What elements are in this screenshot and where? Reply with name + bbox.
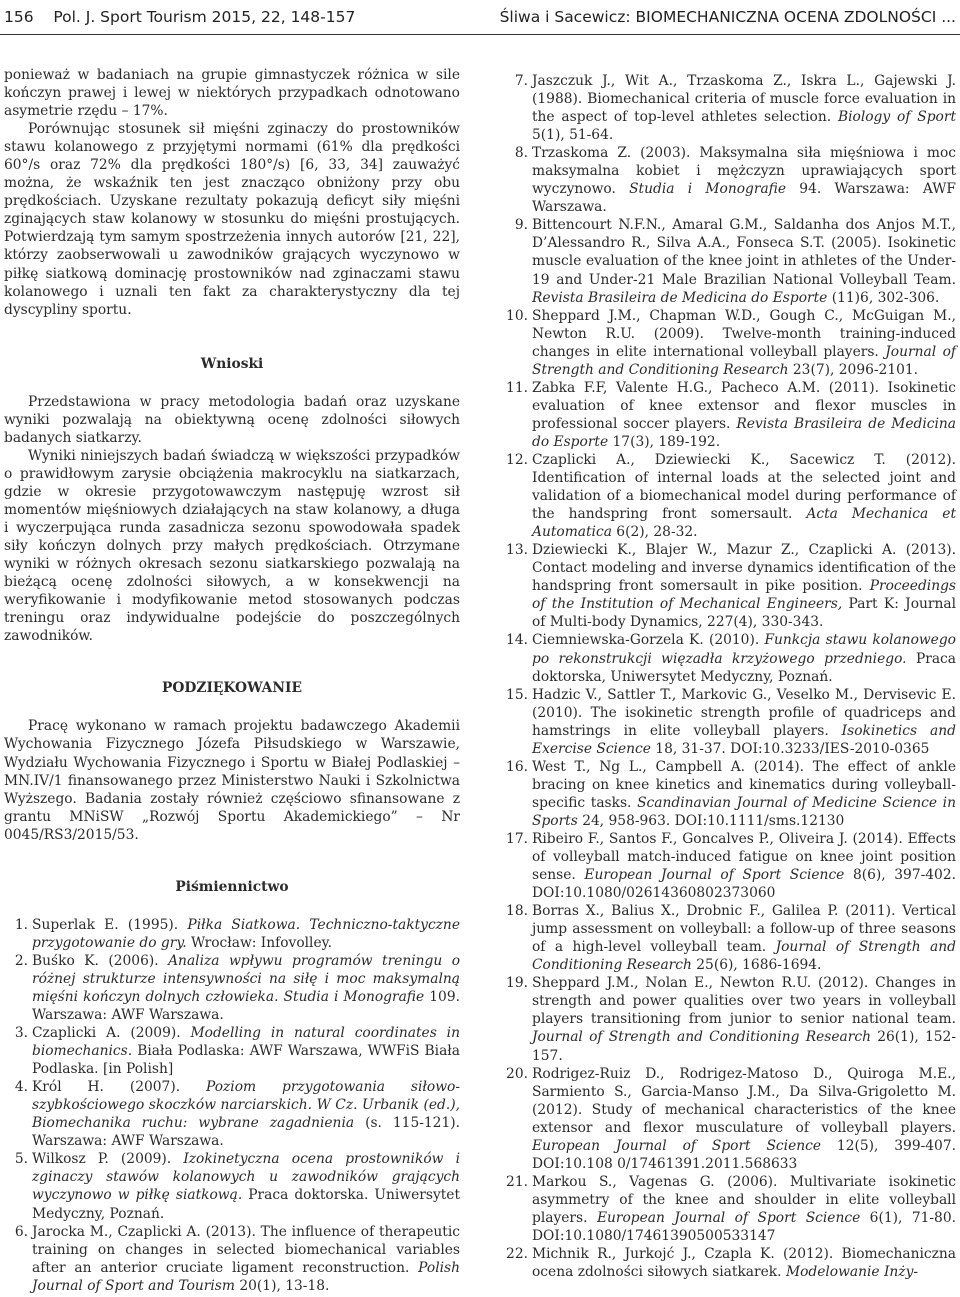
reference-item [504,758,956,830]
reference-rest: 17(3), 189-192. [608,433,721,450]
reference-title: Modelling in natural coordinates in biomechanics. [32,1025,460,1060]
reference-item [4,1223,460,1295]
reference-rest: 24, 958-963. DOI:10.1111/sms.12130 [577,812,845,829]
reference-title: Isokinetics and Exercise Science [532,722,956,757]
reference-title: Funkcja stawu kolanowego po rekonstrukcji więzadła krzyżowego przedniego. [532,632,956,667]
running-title: Śliwa i Sacewicz: BIOMECHANICZNA OCENA ZDOLNOŚCI ... [499,8,956,26]
reference-authors: Superlak E. (1995). [32,916,188,933]
reference-authors: Zabka F.F, Valente H.G., Pacheco A.M. (2011). Isokinetic evaluation of knee extensor and flexor muscles in professional soccer players. [532,379,956,432]
reference-title: Biology of Sport [837,109,956,126]
reference-item [504,1173,956,1245]
reference-title: Revista Brasileira de Medicina do Esporte [532,415,956,450]
reference-number: 17. [506,830,528,847]
reference-item [4,1078,460,1150]
reference-item [504,216,956,306]
reference-authors: Wilkosz P. (2009). [32,1151,184,1168]
reference-number: 16. [506,758,528,775]
reference-item [504,631,956,685]
reference-title: Studia i Monografie [629,181,787,198]
reference-number: 11. [506,379,528,396]
reference-number: 14. [506,632,528,649]
reference-item [504,379,956,451]
paragraph: Porównując stosunek sił mięśni zginaczy do prostowników stawu kolanowego z przyjętymi normami (61% dla prędkości 60°/s oraz 72% dla prędkości 180°/s) [6, 33, 34] zauważyć można, że wskaźnik ten jest znacząco obniżony przy obu prędkościach. Uzyskane rezultaty pokazują deficyt siły mięśni zginających staw kolanowy w stosunku do mięśni prostujących. Potwierdzają tym samym spostrzeżenia innych autorów [21, 22], którzy zaobserwowali u zawodników grających wyczynowo w piłkę siatkową dominację prostowników nad zginaczami stawu kolanowego i uznali ten fakt za charakterystyczny dla tej dyscypliny sportu. [4,121,460,318]
paragraph: Wyniki niniejszych badań świadczą w większości przypadków o prawidłowym zarysie obciążenia makrocyklu na siatkarzach, gdzie w okresie przygotowawczym następuję wzrost sił momentów mięśniowych działających na staw kolanowy, a długa i wyczerpująca runda zasadnicza sezonu spowodowała spadek siły kończyn dolnych przy małych prędkościach. Otrzymane wyniki w różnych okresach sezonu siatkarskiego pozwalają na bieżącą ocenę zdolności siłowych, a w konsekwencji na weryfikowanie i modyfikowanie metod stosowanych podczas treningu oraz indywidualne podejście do poszczególnych zawodników. [4,447,460,645]
reference-number: 4. [14,1079,28,1096]
reference-rest: (s. 115-121). Warszawa: AWF Warszawa. [32,1115,461,1150]
reference-title: European Journal of Sport Science [596,1209,861,1226]
reference-item [504,974,956,1064]
reference-number: 1. [14,916,28,933]
reference-rest: 26(1), 152-157. [532,1029,956,1064]
reference-title: Modelowanie Inży- [785,1264,919,1281]
reference-rest: 25(6), 1686-1694. [691,957,822,974]
reference-item [4,1150,460,1222]
reference-title: Proceedings of the Institution of Mechanical Engineers, [532,578,956,613]
reference-item [4,952,460,1024]
journal-year: 2015 [211,8,252,26]
reference-authors: Bittencourt N.F.N., Amaral G.M., Saldanha dos Anjos M.T., D’Alessandro R., Silva A.A., Fonseca S.T. (2005). Isokinetic muscle evaluation of the knee joint in athletes of the Under- 19 and Under-21 Male Brazilian National Volleyball Team. [532,217,956,288]
reference-number: 7. [514,73,528,89]
reference-number: 15. [506,686,528,703]
reference-authors: Ribeiro F., Santos F., Goncalves P., Oliveira J. (2014). Effects of volleyball match-induced fatigue on knee joint position sense. [532,830,956,884]
section-heading-references: Piśmiennictwo [175,878,289,895]
reference-rest: 18, 31-37. DOI:10.3233/IES-2010-0365 [650,740,930,757]
section-heading-acknowledgements: PODZIĘKOWANIE [162,680,302,697]
reference-rest: 6(1), 71-80. DOI:10.1080/17461390500533147 [532,1209,956,1244]
reference-title: Acta Mechanica et Automatica [532,506,956,541]
reference-authors: Sheppard J.M., Chapman W.D., Gough C., McGuigan M., Newton R.U. (2009). Twelve-month training-induced changes in elite international volleyball players. [532,307,956,360]
reference-list [504,72,956,1281]
reference-item [504,307,956,379]
reference-title: Journal of Strength and Conditioning Research [532,939,956,974]
reference-number: 18. [506,903,528,920]
reference-number: 20. [506,1065,528,1082]
paragraph: Przedstawiona w pracy metodologia badań oraz uzyskane wyniki pozwalają na obiektywną ocenę zdolności siłowych badanych siatkarzy. [4,393,460,446]
reference-item [504,1245,956,1281]
reference-rest: 94. Warszawa: AWF Warszawa. [532,181,956,216]
reference-rest: Praca doktorska, Uniwersytet Medyczny, Poznań. [532,650,956,685]
reference-number: 13. [506,542,528,559]
reference-authors: Czaplicki A., Dziewiecki K., Sacewicz T. (2012). Identification of internal loads at the selected joint and validation of a biomechanical model during performance of the handspring front somersault. [532,451,956,523]
reference-rest: 23(7), 2096-2101. [788,361,919,378]
reference-title: Scandinavian Journal of Medicine Science in Sports [532,794,956,829]
reference-title: European Journal of Sport Science [584,867,845,884]
reference-number: 19. [506,975,528,992]
reference-item [504,451,956,541]
reference-rest: 20(1), 13-18. [234,1277,330,1294]
reference-item [4,916,460,952]
reference-list [4,916,460,1295]
reference-rest: 8(6), 397-402. DOI:10.1080/02614360802373060 [532,867,956,902]
reference-authors: Jaszczuk J., Wit A., Trzaskoma Z., Iskra L., Gajewski J. (1988). Biomechanical criteria of muscle force evaluation in the aspect of top-level athletes selection. [532,73,956,126]
reference-title: Analiza wpływu programów treningu o różnej strukturze intensywności na siłę i moc maksymalną mięśni kończyn dolnych człowieka. Studia i Monografie [32,952,461,1005]
reference-number: 9. [514,217,528,234]
reference-rest: 5(1), 51-64. [532,127,614,144]
reference-title: Piłka Siatkowa. Techniczno-taktyczne przygotowanie do gry. [32,916,460,951]
reference-authors: Trzaskoma Z. (2003). Maksymalna siła mięśniowa i moc maksymalna kobiet i mężczyzn uprawiających sport wyczynowo. [532,145,956,198]
reference-title: Poziom przygotowania siłowo-szybkościowego skoczków narciarskich. W Cz. Urbanik (ed.), Biomechanika ruchu: wybrane zagadnienia [32,1079,460,1132]
reference-authors: Markou S., Vagenas G. (2006). Multivariate isokinetic asymmetry of the knee and shoulder in elite volleyball players. [532,1173,956,1226]
paragraph: Pracę wykonano w ramach projektu badawczego Akademii Wychowania Fizycznego Józefa Piłsudskiego w Warszawie, Wydziału Wychowania Fizycznego i Sportu w Białej Podlaskiej – MN.IV/1 finansowanego przez Ministerstwo Nauki i Szkolnictwa Wyższego. Badania zostały również częściowo sfinansowane z grantu MNiSW „Rozwój Sportu Akademickiego” – Nr 0045/RS3/2015/53. [4,718,460,843]
reference-title: Journal of Strength and Conditioning Research [532,1029,871,1046]
reference-authors: Sheppard J.M., Nolan E., Newton R.U. (2012). Changes in strength and power qualities over two years in volleyball players transitioning from junior to senior national team. [532,975,956,1028]
reference-authors: Rodrigez-Ruiz D., Rodrigez-Matoso D., Quiroga M.E., Sarmiento S., Garcia-Manso J.M., Da Silva-Grigoletto M. (2012). Study of mechanical characteristics of the knee extensor and flexor musculature of volleyball players. [532,1065,956,1136]
reference-rest: 6(2), 28-32. [611,524,698,541]
reference-number: 8. [514,145,528,162]
reference-rest: Part K: Journal of Multi-body Dynamics, 227(4), 330-343. [532,596,957,631]
reference-number: 6. [14,1223,28,1240]
reference-rest: Biała Podlaska: AWF Warszawa, WWFiS Biała Podlaska. [in Polish] [32,1043,460,1078]
reference-authors: Michnik R., Jurkojć J., Czapla K. (2012). Biomechaniczna ocena zdolności siłowych siatkarek. [532,1246,956,1281]
reference-rest: 12(5), 399-407. DOI:10.108 0/17461391.2011.568633 [532,1137,956,1172]
reference-rest: (11)6, 302-306. [827,289,940,306]
reference-item [504,541,956,631]
reference-number: 21. [506,1173,528,1190]
journal-pages: 148-157 [290,8,356,26]
reference-title: Journal of Strength and Conditioning Research [532,343,956,378]
reference-number: 22. [506,1246,528,1263]
reference-rest: Praca doktorska. Uniwersytet Medyczny, Poznań. [32,1187,460,1222]
reference-title: Revista Brasileira de Medicina do Esporte [532,289,828,306]
reference-authors: Hadzic V., Sattler T., Markovic G., Veselko M., Dervisevic E. (2010). The isokinetic strength profile of quadriceps and hamstrings in elite volleyball players. [532,686,956,739]
reference-authors: Buśko K. (2006). [32,952,169,969]
reference-authors: Czaplicki A. (2009). [32,1025,191,1042]
reference-item [504,144,956,216]
running-header [0,0,960,34]
header-rule [0,34,960,35]
reference-title: Polish Journal of Sport and Tourism [32,1259,460,1294]
page-number: 156 [4,8,34,26]
reference-rest: Wrocław: Infovolley. [186,934,332,951]
reference-rest: 109. Warszawa: AWF Warszawa. [32,988,460,1024]
reference-number: 5. [14,1151,28,1168]
journal-volume: 22 [260,8,281,26]
reference-item [504,686,956,758]
reference-number: 10. [506,307,528,324]
right-column [504,66,956,1281]
reference-title: Izokinetyczna ocena prostowników i zginaczy stawów kolanowych u zawodników grających wyczynowo w piłkę siatkową. [32,1151,460,1204]
reference-number: 2. [14,952,28,969]
reference-item [504,830,956,902]
reference-authors: Jarocka M., Czaplicki A. (2013). The influence of therapeutic training on changes in selected biomechanical variables after an anterior cruciate ligament reconstruction. [32,1223,460,1276]
reference-item [504,1065,956,1173]
reference-item [4,1024,460,1078]
reference-authors: Dziewiecki K., Blajer W., Mazur Z., Czaplicki A. (2013). Contact modeling and inverse dynamics identification of the handspring front somersault in pike position. [532,542,956,595]
reference-number: 12. [506,451,528,468]
paragraph: ponieważ w badaniach na grupie gimnastyczek różnica w sile kończyn prawej i lewej w niektórych przypadkach odnotowano asymetrie rzędu – 17%. [4,67,460,120]
reference-authors: Ciemniewska-Gorzela K. (2010). [532,632,765,649]
left-column [4,66,460,1295]
reference-authors: West T., Ng L., Campbell A. (2014). The effect of ankle bracing on knee kinetics and kinematics during volleyball-specific tasks. [532,758,956,811]
reference-title: European Journal of Sport Science [532,1137,822,1154]
section-heading-conclusions: Wnioski [200,355,264,372]
reference-number: 3. [14,1025,28,1042]
reference-authors: Król H. (2007). [32,1079,206,1096]
journal-name: Pol. J. Sport Tourism [53,8,207,26]
reference-item [504,72,956,144]
journal-citation: 156 Pol. J. Sport Tourism 2015 , 22 , 148-157 [4,8,356,26]
reference-authors: Borras X., Balius X., Drobnic F., Galilea P. (2011). Vertical jump assessment on volleyball: a follow-up of three seasons of a high-level volleyball team. [532,903,956,956]
reference-item [504,902,956,974]
